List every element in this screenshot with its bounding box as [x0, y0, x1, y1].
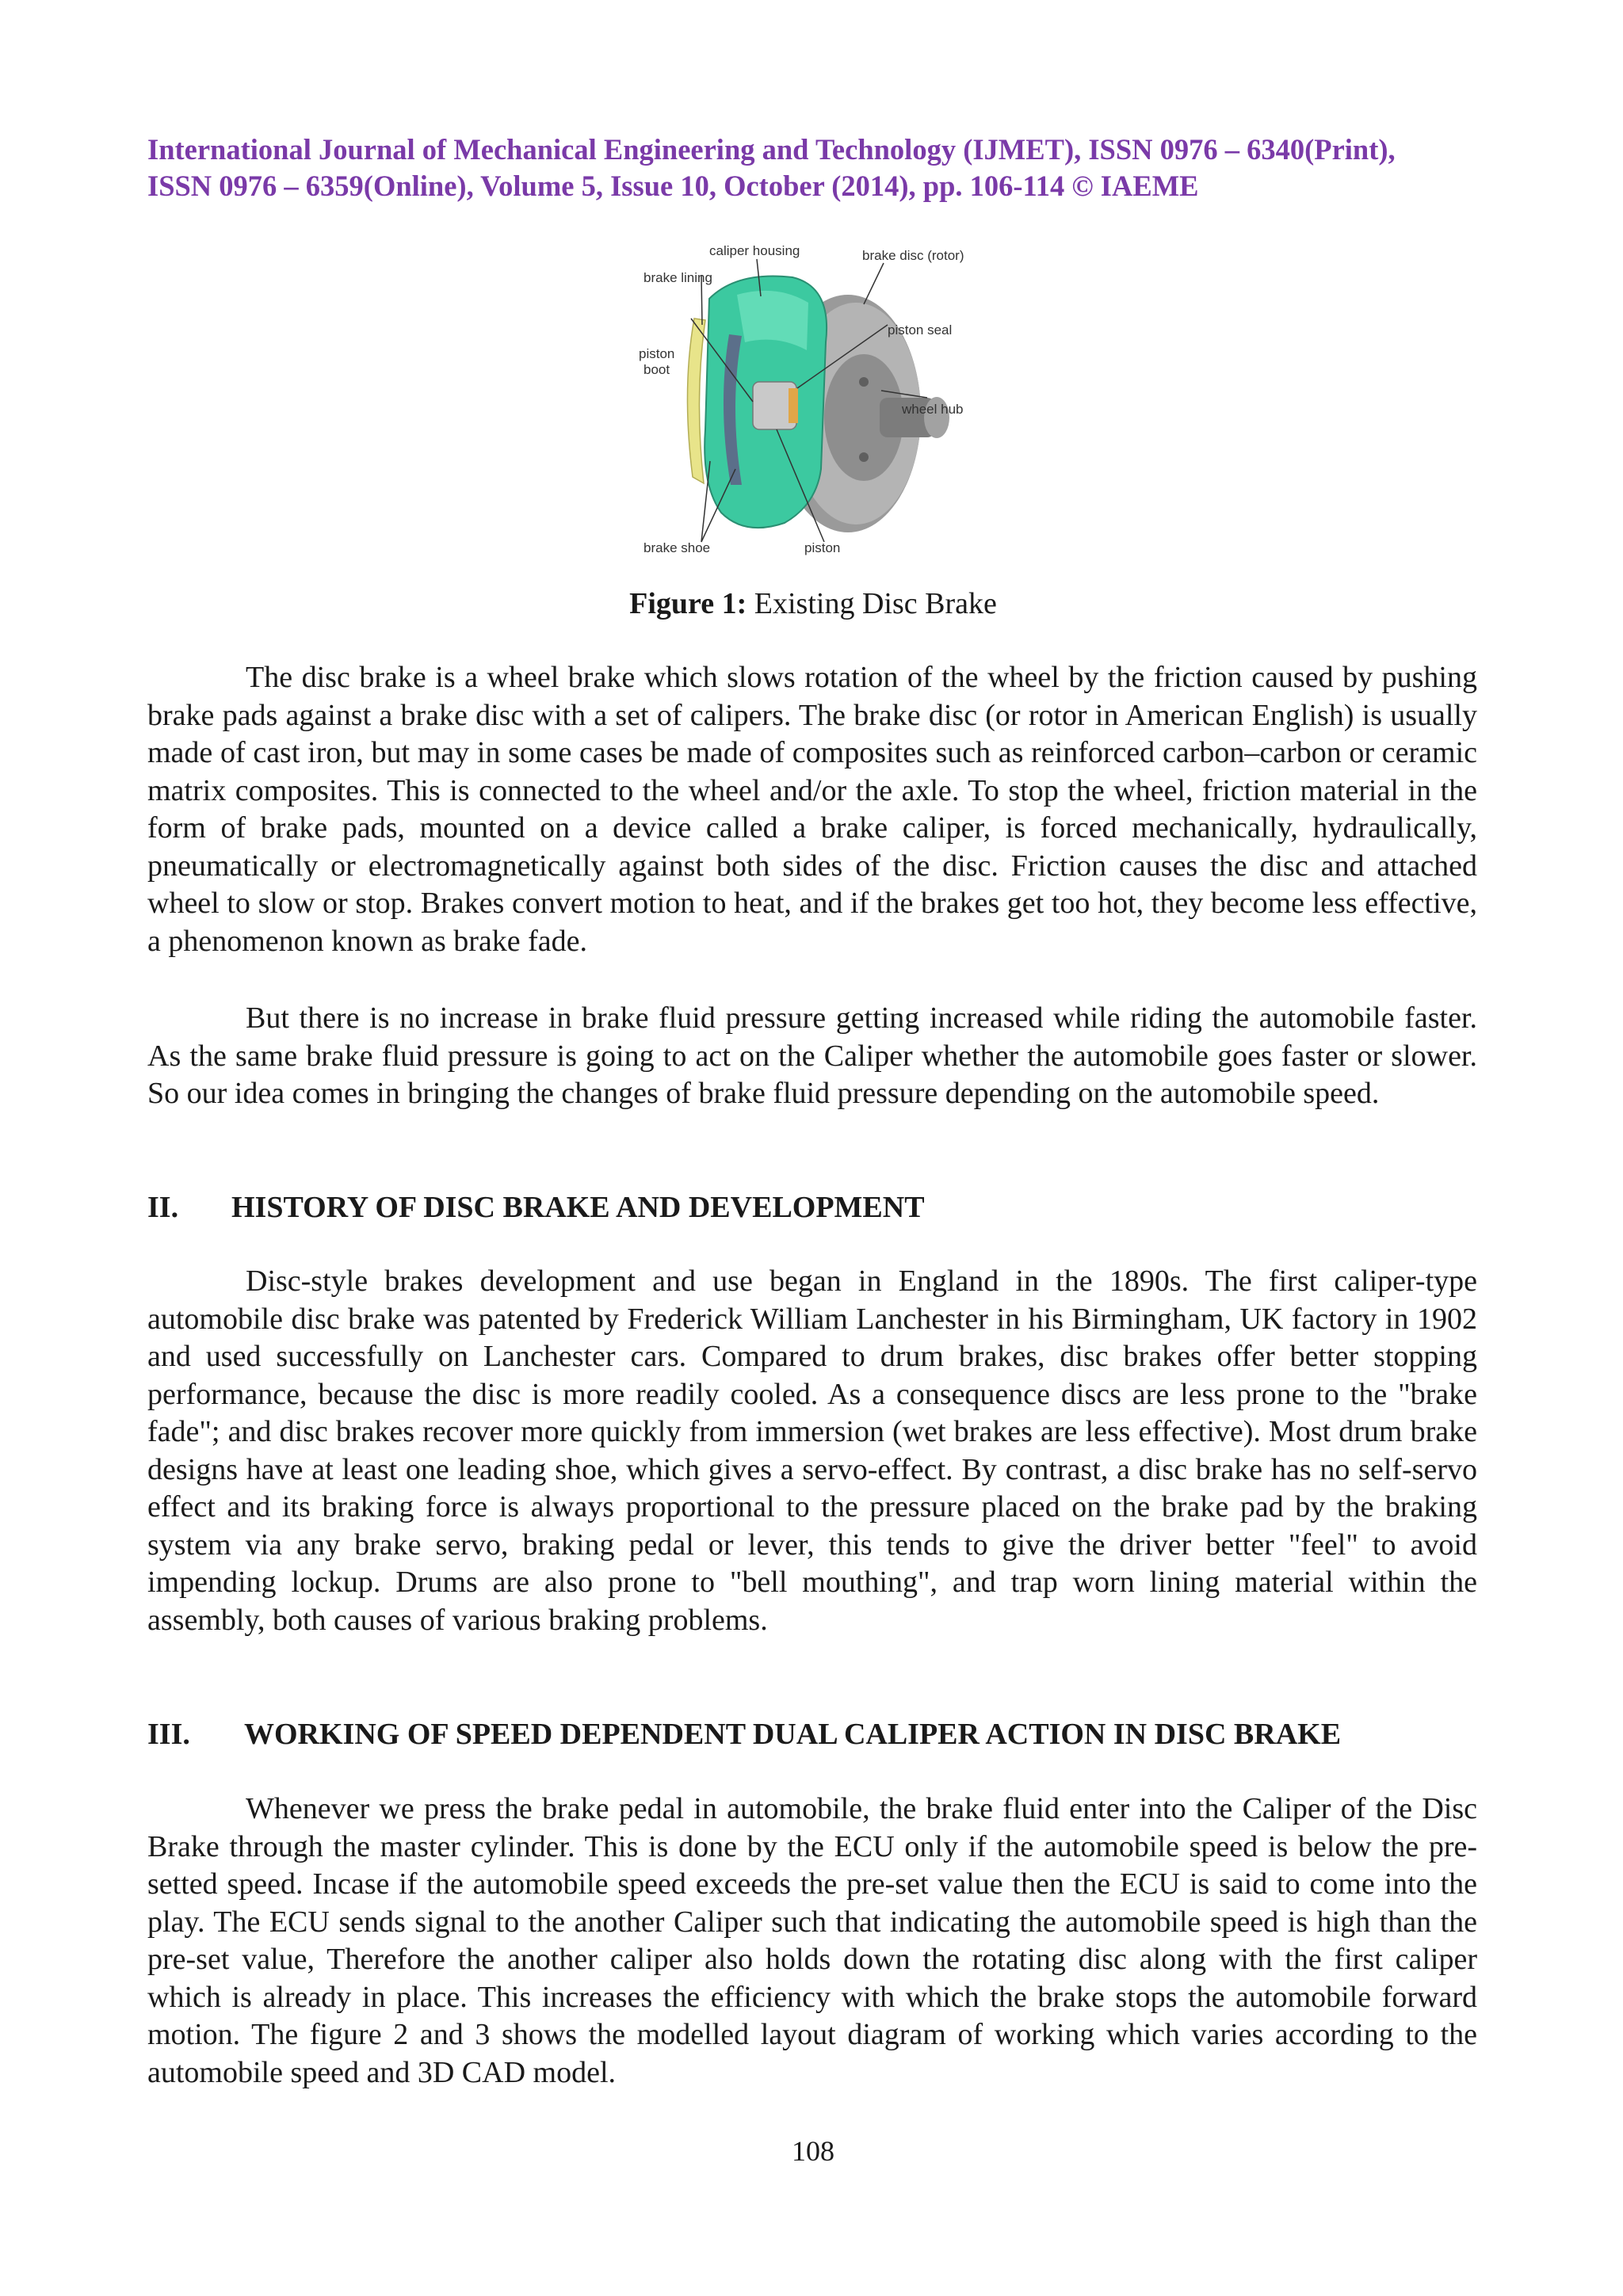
hub-stud-1: [859, 377, 869, 387]
section-heading-2-text: HISTORY OF DISC BRAKE AND DEVELOPMENT: [231, 1191, 925, 1224]
paragraph-3: Disc-style brakes development and use began in England in the 1890s. The first caliper-type automobile disc brake was patented by Frederick William Lanchester in his Birmingham, UK factory in 1902 and used successfully on Lanchester cars. Compared to drum brakes, disc brakes offer better stopping performance, because the disc is more readily cooled. As a consequence discs are less prone to the "brake fade"; and disc brakes recover more quickly from immersion (wet brakes are less effective). Most drum brake designs have at least one leading shoe, which gives a servo-effect. By contrast, a disc brake has no self-servo effect and its braking force is always proportional to the pressure placed on the brake pad by the braking system via any brake servo, braking pedal or lever, this tends to give the driver better "feel" to avoid impending lockup. Drums are also prone to "bell mouthing", and trap worn lining material within the assembly, both causes of various braking problems.: [147, 1264, 1477, 1637]
figure-caption: [147, 585, 1479, 623]
section-heading-2: [147, 1188, 1479, 1226]
label-piston-seal: piston seal: [888, 322, 953, 338]
journal-header-line-1: International Journal of Mechanical Engineering and Technology (IJMET), ISSN 0976 – 6340(Print),: [147, 133, 1396, 166]
page-number: 108: [792, 2135, 834, 2167]
figure-caption-label: Figure 1:: [629, 587, 747, 620]
section-heading-3-text: WORKING OF SPEED DEPENDENT DUAL CALIPER ACTION IN DISC BRAKE: [244, 1718, 1342, 1751]
journal-header-line-2: ISSN 0976 – 6359(Online), Volume 5, Issue 10, October (2014), pp. 106-114 © IAEME: [147, 170, 1199, 202]
label-brake-disc: brake disc (rotor): [862, 248, 964, 263]
piston-seal-shape: [789, 388, 798, 423]
section-heading-3: [147, 1715, 1479, 1753]
label-piston: piston: [804, 540, 841, 555]
section-heading-3-number: III.: [147, 1718, 190, 1751]
figure-caption-text: Existing Disc Brake: [747, 587, 997, 620]
label-brake-shoe: brake shoe: [643, 540, 711, 555]
journal-header: [147, 132, 1479, 204]
label-caliper-housing: caliper housing: [709, 243, 800, 258]
brake-lining-shape: [687, 318, 705, 483]
paragraph-4: Whenever we press the brake pedal in automobile, the brake fluid enter into the Caliper of the Disc Brake through the master cylinder. This is done by the ECU only if the automobile speed is below the pre-setted speed. Incase if the automobile speed exceeds the pre-set value then the ECU is said to come into the play. The ECU sends signal to the another Caliper such that indicating the automobile speed is high than the pre-set value, Therefore the another caliper also holds down the rotating disc along with the first caliper which is already in place. This increases the efficiency with which the brake stops the automobile forward motion. The figure 2 and 3 shows the modelled layout diagram of working which varies according to the automobile speed and 3D CAD model.: [147, 1792, 1477, 2089]
figure-disc-brake: [626, 231, 999, 572]
label-piston-boot-2: boot: [643, 362, 670, 377]
paragraph-2: But there is no increase in brake fluid pressure getting increased while riding the automobile faster. As the same brake fluid pressure is going to act on the Caliper whether the automobile goes faster or slower. So our idea comes in bringing the changes of brake fluid pressure depending on the automobile speed.: [147, 1001, 1477, 1110]
label-wheel-hub: wheel hub: [902, 402, 964, 417]
paragraph-1: The disc brake is a wheel brake which slows rotation of the wheel by the friction caused by pushing brake pads against a brake disc with a set of calipers. The brake disc (or rotor in American English) is usually made of cast iron, but may in some cases be made of composites such as reinforced carbon–carbon or ceramic matrix composites. This is connected to the wheel and/or the axle. To stop the wheel, friction material in the form of brake pads, mounted on a device called a brake caliper, is forced mechanically, hydraulically, pneumatically or electromagnetically against both sides of the disc. Friction causes the disc and attached wheel to slow or stop. Brakes convert motion to heat, and if the brakes get too hot, they become less effective, a phenomenon known as brake fade.: [147, 661, 1477, 958]
section-heading-2-number: II.: [147, 1191, 179, 1224]
label-brake-lining: brake lining: [643, 270, 712, 285]
label-piston-boot-1: piston: [639, 346, 675, 361]
hub-stud-2: [859, 452, 869, 462]
disc-brake-illustration: [626, 231, 999, 572]
